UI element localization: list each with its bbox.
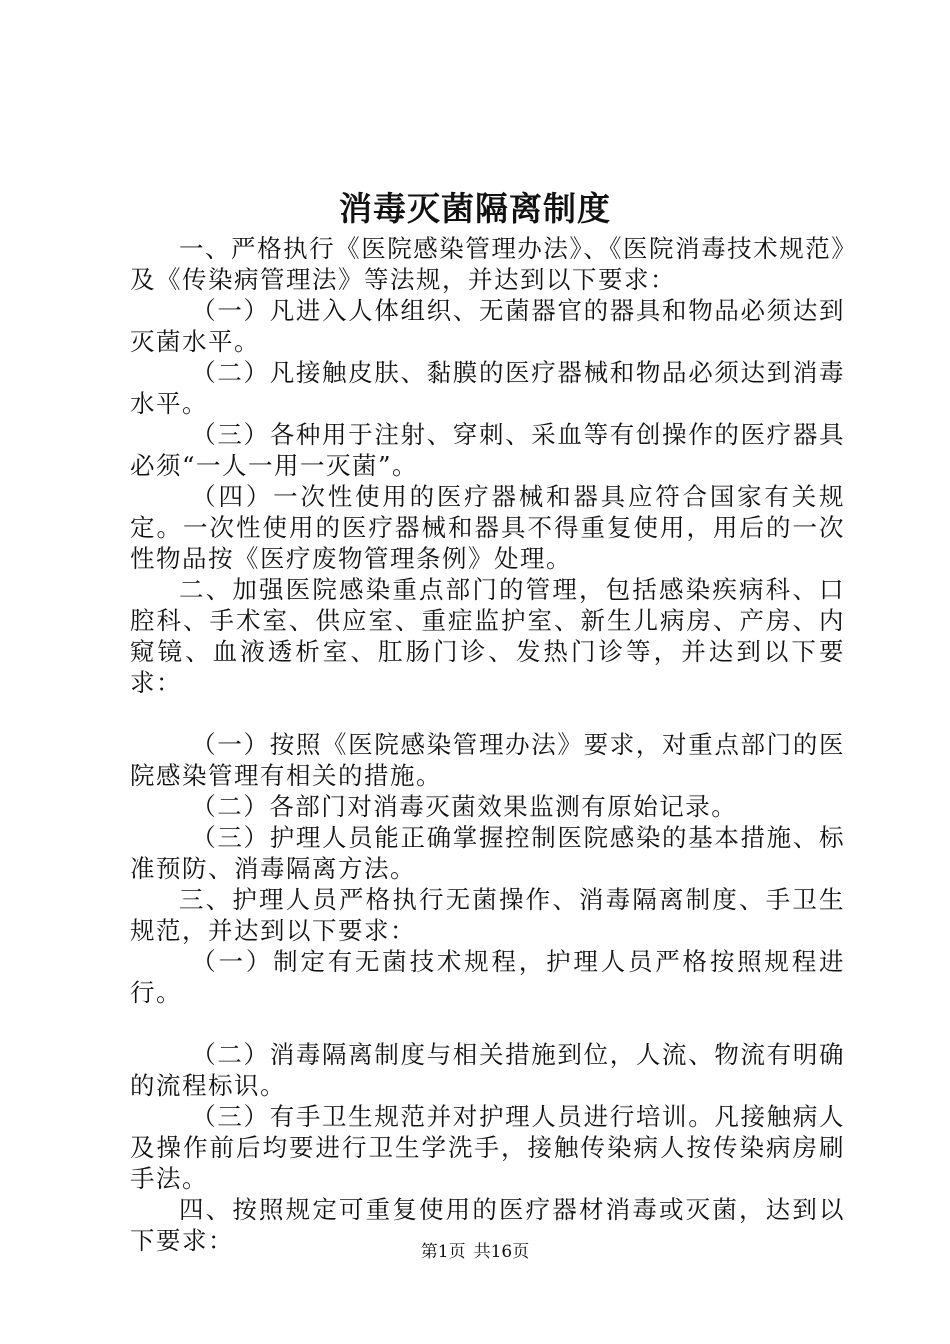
section-1-item-4: （四）一次性使用的医疗器械和器具应符合国家有关规定。一次性使用的医疗器械和器具不得重复使用，用后的一次性物品按《医疗废物管理条例》处理。 (130, 482, 845, 573)
section-3-paragraph: 三、护理人员严格执行无菌操作、消毒隔离制度、手卫生规范，并达到以下要求： (130, 885, 845, 945)
page-number: 第1页 (420, 1242, 466, 1262)
section-1-item-2: （二）凡接触皮肤、黏膜的医疗器械和物品必须达到消毒水平。 (130, 358, 845, 418)
section-2-item-3: （三）护理人员能正确掌握控制医院感染的基本措施、标准预防、消毒隔离方法。 (130, 823, 845, 883)
section-3-item-2: （二）消毒隔离制度与相关措施到位，人流、物流有明确的流程标识。 (130, 1040, 845, 1100)
section-1-paragraph: 一、严格执行《医院感染管理办法》、《医院消毒技术规范》及《传染病管理法》等法规，并达到以下要求： (130, 234, 845, 294)
blank-line (130, 698, 845, 729)
section-2-paragraph: 二、加强医院感染重点部门的管理，包括感染疾病科、口腔科、手术室、供应室、重症监护室、新生儿病房、产房、内窥镜、血液透析室、肛肠门诊、发热门诊等，并达到以下要求： (130, 575, 845, 697)
document-body (130, 233, 845, 1256)
blank-line (130, 1008, 845, 1039)
section-3-item-3: （三）有手卫生规范并对护理人员进行培训。凡接触病人及操作前后均要进行卫生学洗手，接触传染病人按传染病房刷手法。 (130, 1102, 845, 1193)
section-1-item-1: （一）凡进入人体组织、无菌器官的器具和物品必须达到灭菌水平。 (130, 296, 845, 356)
page-total: 共16页 (473, 1242, 530, 1262)
section-2-item-2: （二）各部门对消毒灭菌效果监测有原始记录。 (191, 792, 738, 821)
document-title: 消毒灭菌隔离制度 (339, 189, 611, 228)
page-footer (0, 1240, 950, 1264)
section-1-item-3: （三）各种用于注射、穿刺、采血等有创操作的医疗器具必须“一人一用一灭菌”。 (130, 420, 845, 480)
section-4-paragraph: 四、按照规定可重复使用的医疗器材消毒或灭菌，达到以下要求： (130, 1195, 845, 1255)
section-3-item-1: （一）制定有无菌技术规程，护理人员严格按照规程进行。 (130, 947, 845, 1007)
section-2-item-1: （一）按照《医院感染管理办法》要求，对重点部门的医院感染管理有相关的措施。 (130, 730, 845, 790)
